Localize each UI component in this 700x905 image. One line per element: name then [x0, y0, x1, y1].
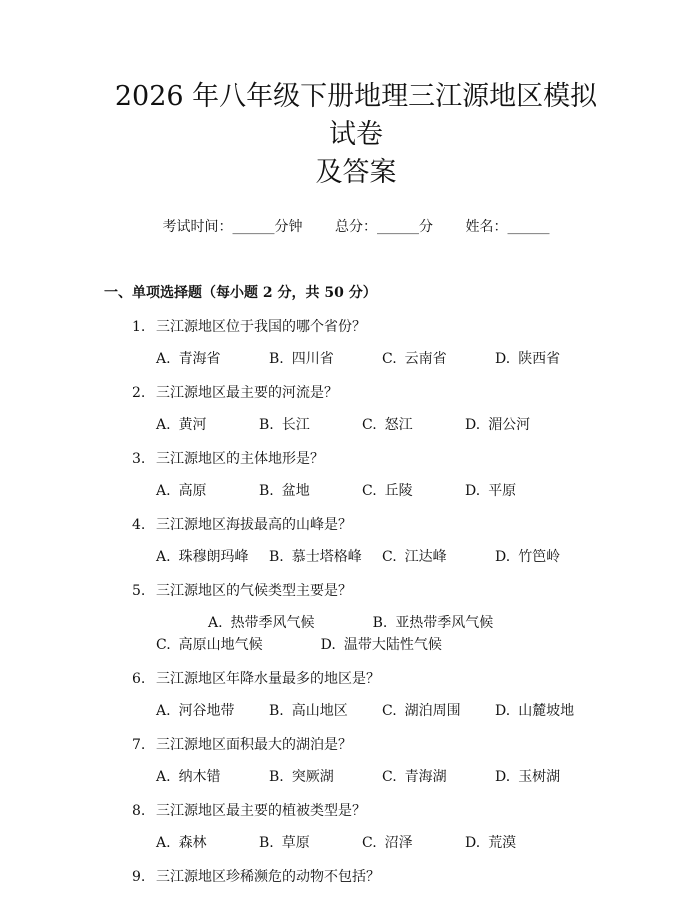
- option-letter: D.: [495, 703, 511, 719]
- option-text: 云南省: [404, 351, 447, 367]
- answer-option: [465, 832, 568, 854]
- option-letter: C.: [362, 417, 377, 433]
- question-item: [104, 580, 608, 602]
- question-number: 9.: [132, 869, 146, 885]
- option-text: 山麓坡地: [518, 703, 575, 719]
- answer-option: [465, 480, 568, 502]
- question-number: 3.: [132, 451, 146, 467]
- answer-option: [495, 700, 608, 722]
- answer-option: [382, 546, 495, 568]
- question-number: 1.: [132, 319, 146, 335]
- option-letter: A.: [208, 615, 223, 631]
- option-letter: B.: [259, 835, 274, 851]
- option-list: [104, 348, 608, 370]
- option-text: 热带季风气候: [230, 615, 315, 631]
- answer-option: [321, 615, 494, 631]
- answer-option: [269, 637, 442, 653]
- option-list: [104, 546, 608, 568]
- answer-option: [156, 832, 259, 854]
- option-letter: D.: [495, 549, 511, 565]
- option-letter: A.: [156, 351, 171, 367]
- option-text: 草原: [281, 835, 310, 851]
- question-item: [104, 514, 608, 536]
- answer-option: [362, 480, 465, 502]
- option-text: 竹笆岭: [518, 549, 561, 565]
- option-letter: C.: [382, 351, 397, 367]
- option-text: 沼泽: [384, 835, 413, 851]
- option-letter: A.: [156, 483, 171, 499]
- option-letter: C.: [362, 835, 377, 851]
- option-list: [104, 480, 608, 502]
- option-text: 盆地: [281, 483, 310, 499]
- option-letter: B.: [269, 549, 284, 565]
- question-stem: 三江源地区最主要的河流是？: [156, 385, 338, 401]
- option-text: 突厥湖: [291, 769, 334, 785]
- option-letter: D.: [465, 417, 481, 433]
- option-text: 平原: [488, 483, 517, 499]
- option-text: 玉树湖: [518, 769, 561, 785]
- question-number: 5.: [132, 583, 146, 599]
- option-letter: A.: [156, 769, 171, 785]
- answer-option: [495, 546, 608, 568]
- option-text: 亚热带季风气候: [395, 615, 494, 631]
- question-number: 6.: [132, 671, 146, 687]
- option-text: 湄公河: [488, 417, 531, 433]
- answer-option: [465, 414, 568, 436]
- option-text: 纳木错: [178, 769, 221, 785]
- answer-option: [382, 766, 495, 788]
- option-text: 慕士塔格峰: [291, 549, 362, 565]
- answer-option: [156, 766, 269, 788]
- option-list: [104, 700, 608, 722]
- option-letter: B.: [269, 769, 284, 785]
- option-text: 森林: [178, 835, 207, 851]
- question-item: [104, 316, 608, 338]
- question-stem: 三江源地区的气候类型主要是？: [156, 583, 352, 599]
- exam-title-line2: 及答案: [315, 157, 397, 188]
- question-stem: 三江源地区海拔最高的山峰是？: [156, 517, 352, 533]
- option-text: 青海湖: [404, 769, 447, 785]
- option-text: 河谷地带: [178, 703, 235, 719]
- option-text: 高原: [178, 483, 207, 499]
- question-item: [104, 448, 608, 470]
- option-text: 温带大陆性气候: [343, 637, 442, 653]
- answer-option: [156, 348, 269, 370]
- option-list: [104, 612, 608, 656]
- option-text: 珠穆朗玛峰: [178, 549, 249, 565]
- option-letter: D.: [465, 835, 481, 851]
- option-letter: D.: [495, 769, 511, 785]
- option-text: 四川省: [291, 351, 334, 367]
- option-letter: C.: [382, 769, 397, 785]
- answer-option: [382, 700, 495, 722]
- answer-option: [495, 348, 608, 370]
- option-letter: B.: [269, 351, 284, 367]
- answer-option: [362, 832, 465, 854]
- option-letter: B.: [259, 417, 274, 433]
- question-item: [104, 734, 608, 756]
- question-number: 8.: [132, 803, 146, 819]
- answer-option: [156, 414, 259, 436]
- question-item: [104, 382, 608, 404]
- question-item: [104, 866, 608, 888]
- question-stem: 三江源地区年降水量最多的地区是？: [156, 671, 380, 687]
- exam-time: 考试时间：______分钟: [162, 219, 303, 235]
- exam-total-score: 总分：______分: [335, 219, 433, 235]
- answer-option: [269, 546, 382, 568]
- answer-option: [156, 480, 259, 502]
- option-text: 荒漠: [488, 835, 517, 851]
- question-stem: 三江源地区的主体地形是？: [156, 451, 324, 467]
- option-letter: B.: [259, 483, 274, 499]
- answer-option: [156, 700, 269, 722]
- option-letter: B.: [372, 615, 388, 631]
- answer-option: [104, 637, 263, 653]
- option-text: 青海省: [178, 351, 221, 367]
- option-list: [104, 414, 608, 436]
- option-text: 江达峰: [404, 549, 447, 565]
- answer-option: [259, 832, 362, 854]
- option-letter: C.: [382, 703, 397, 719]
- question-item: [104, 800, 608, 822]
- option-text: 湖泊周围: [404, 703, 461, 719]
- option-letter: A.: [156, 703, 171, 719]
- answer-option: [269, 348, 382, 370]
- exam-title-line1: 2026 年八年级下册地理三江源地区模拟试卷: [114, 81, 598, 150]
- question-stem: 三江源地区位于我国的哪个省份？: [156, 319, 366, 335]
- option-text: 长江: [281, 417, 310, 433]
- question-stem: 三江源地区面积最大的湖泊是？: [156, 737, 352, 753]
- answer-option: [259, 414, 362, 436]
- option-text: 丘陵: [384, 483, 413, 499]
- question-item: [104, 668, 608, 690]
- answer-option: [362, 414, 465, 436]
- option-letter: C.: [382, 549, 397, 565]
- answer-option: [495, 766, 608, 788]
- option-list: [104, 832, 608, 854]
- option-text: 高山地区: [291, 703, 348, 719]
- answer-option: [269, 766, 382, 788]
- question-number: 2.: [132, 385, 146, 401]
- option-text: 陕西省: [518, 351, 561, 367]
- option-letter: A.: [156, 549, 171, 565]
- option-letter: A.: [156, 417, 171, 433]
- option-text: 怒江: [384, 417, 413, 433]
- section-heading: 一、单项选择题（每小题 2 分，共 50 分）: [104, 285, 377, 301]
- answer-option: [156, 546, 269, 568]
- option-letter: C.: [156, 637, 171, 653]
- answer-option: [156, 615, 315, 631]
- option-letter: B.: [269, 703, 284, 719]
- option-letter: D.: [320, 637, 336, 653]
- option-text: 高原山地气候: [178, 637, 263, 653]
- option-letter: D.: [495, 351, 511, 367]
- answer-option: [269, 700, 382, 722]
- option-letter: A.: [156, 835, 171, 851]
- answer-option: [382, 348, 495, 370]
- answer-option: [259, 480, 362, 502]
- option-text: 黄河: [178, 417, 207, 433]
- question-number: 7.: [132, 737, 146, 753]
- option-letter: C.: [362, 483, 377, 499]
- question-number: 4.: [132, 517, 146, 533]
- option-letter: D.: [465, 483, 481, 499]
- question-list: [104, 316, 608, 888]
- exam-meta: [104, 216, 608, 238]
- question-stem: 三江源地区最主要的植被类型是？: [156, 803, 366, 819]
- exam-title: [104, 0, 608, 192]
- question-stem: 三江源地区珍稀濒危的动物不包括？: [156, 869, 380, 885]
- option-list: [104, 766, 608, 788]
- exam-name: 姓名：______: [465, 219, 550, 235]
